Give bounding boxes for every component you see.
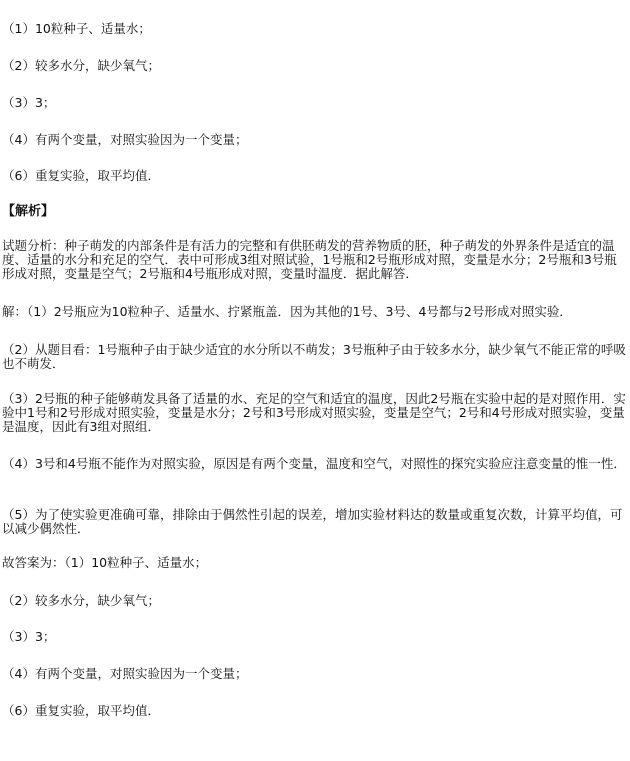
answer-summary-5: （6）重复实验，取平均值． [2, 703, 160, 718]
answer-line-4: （4）有两个变量，对照实验因为一个变量； [2, 132, 248, 147]
solution-paragraph-2: （2）从题目看：1号瓶种子由于缺少适宜的水分所以不萌发；3号瓶种子由于较多水分，缺少氧气不能正常的呼吸也不萌发． [2, 342, 626, 371]
answer-line-2: （2）较多水分，缺少氧气； [2, 58, 160, 73]
answer-summary-2: （2）较多水分，缺少氧气； [2, 593, 160, 608]
analysis-heading: 【解析】 [2, 204, 55, 219]
solution-paragraph-5: （5）为了使实验更准确可靠，排除由于偶然性引起的误差，增加实验材料达的数量或重复次数，计算平均值，可以减少偶然性． [2, 507, 623, 536]
answer-summary-3: （3）3； [2, 629, 56, 644]
solution-paragraph-1: 解：（1）2号瓶应为10粒种子、适量水、拧紧瓶盖．因为其他的1号、3号、4号都与2号形成对照实验． [2, 304, 572, 319]
answer-summary-label: 故答案为：（1）10粒种子、适量水； [2, 555, 208, 570]
analysis-intro: 试题分析：种子萌发的内部条件是有活力的完整和有供胚萌发的营养物质的胚，种子萌发的外界条件是适宜的温度、适量的水分和充足的空气．表中可形成3组对照试验，1号瓶和2号瓶形成对照，变量是水分；2号瓶和3号瓶形成对照，变量是空气；2号瓶和4号瓶形成对照，变量时温度．据此解答． [2, 238, 617, 281]
answer-line-3: （3）3； [2, 95, 56, 110]
solution-paragraph-4: （4）3号和4号瓶不能作为对照实验，原因是有两个变量，温度和空气，对照性的探究实验应注意变量的惟一性． [2, 456, 626, 471]
answer-summary-4: （4）有两个变量，对照实验因为一个变量； [2, 666, 248, 681]
solution-paragraph-3: （3）2号瓶的种子能够萌发具备了适量的水、充足的空气和适宜的温度，因此2号瓶在实验中起的是对照作用．实验中1号和2号形成对照实验，变量是水分；2号和3号形成对照实验，变量是空气；2号和4号形成对照实验，变量是温度，因此有3组对照组． [2, 391, 626, 434]
answer-line-1: （1）10粒种子、适量水； [2, 21, 151, 36]
answer-line-5: （6）重复实验，取平均值． [2, 168, 160, 183]
